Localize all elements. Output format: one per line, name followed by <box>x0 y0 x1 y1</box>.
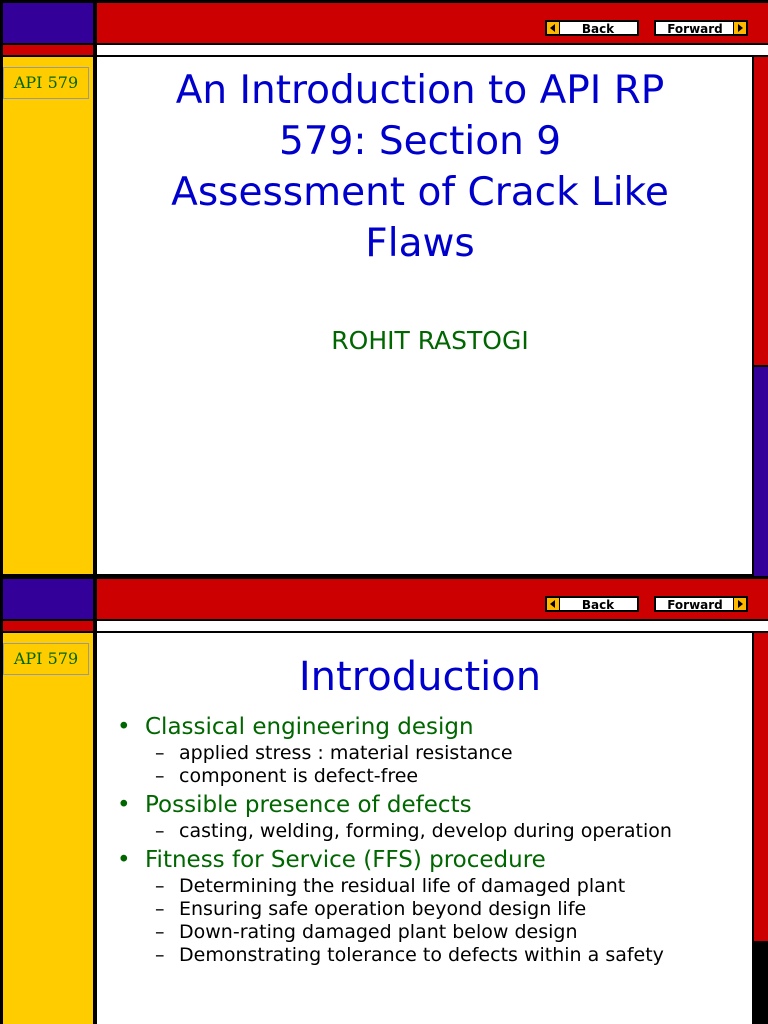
sidebar-yellow <box>3 57 93 574</box>
bullet-text: Fitness for Service (FFS) procedure <box>145 847 546 873</box>
header-white-strip <box>97 621 768 631</box>
bullet-item <box>115 790 745 843</box>
title-line: 579: Section 9 <box>278 119 562 164</box>
bullet-text: Possible presence of defects <box>145 792 472 818</box>
slide-title <box>120 65 720 269</box>
header-blue-block <box>3 579 93 619</box>
back-button[interactable] <box>545 596 639 612</box>
header-white-strip <box>97 45 768 55</box>
sub-bullet-item: – Determining the residual life of damaged plant <box>115 875 745 898</box>
corner-red-strip <box>3 45 93 55</box>
forward-label: Forward <box>667 598 723 612</box>
author-name: ROHIT RASTOGI <box>331 326 529 355</box>
right-arrow-icon <box>733 597 747 611</box>
back-label: Back <box>581 598 615 612</box>
slide-title: Introduction <box>298 654 542 700</box>
header-blue-block <box>3 3 93 43</box>
forward-button[interactable] <box>654 596 748 612</box>
title-line: An Introduction to API RP <box>175 68 665 113</box>
slide-2 <box>0 576 768 1024</box>
right-red-bar <box>754 633 768 941</box>
bullet-text: Classical engineering design <box>145 714 474 740</box>
sub-bullet-list <box>145 875 745 967</box>
sub-bullet-item: – Ensuring safe operation beyond design life <box>115 898 745 921</box>
bullet-item <box>115 712 745 788</box>
sub-bullet-item: – casting, welding, forming, develop during operation <box>115 820 745 843</box>
right-red-bar <box>754 57 768 365</box>
side-label: API 579 <box>3 67 89 99</box>
back-label: Back <box>581 22 615 36</box>
corner-red-strip <box>3 621 93 631</box>
back-button[interactable] <box>545 20 639 36</box>
bullet-list <box>115 712 745 969</box>
sub-bullet-item: – applied stress : material resistance <box>115 742 745 765</box>
sub-bullet-item: – component is defect-free <box>115 765 745 788</box>
sub-bullet-item: – Down-rating damaged plant below design <box>115 921 745 944</box>
forward-label: Forward <box>667 22 723 36</box>
right-blue-bar <box>754 367 768 576</box>
right-arrow-icon <box>733 21 747 35</box>
title-line: Assessment of Crack Like <box>171 170 669 215</box>
bullet-item <box>115 845 745 967</box>
side-label: API 579 <box>3 643 89 675</box>
forward-button[interactable] <box>654 20 748 36</box>
sub-bullet-list <box>145 742 745 788</box>
title-line: Flaws <box>365 221 475 266</box>
sub-bullet-item: – Demonstrating tolerance to defects within a safety <box>115 944 745 967</box>
sub-bullet-list <box>145 820 745 843</box>
sidebar-yellow <box>3 633 93 1024</box>
